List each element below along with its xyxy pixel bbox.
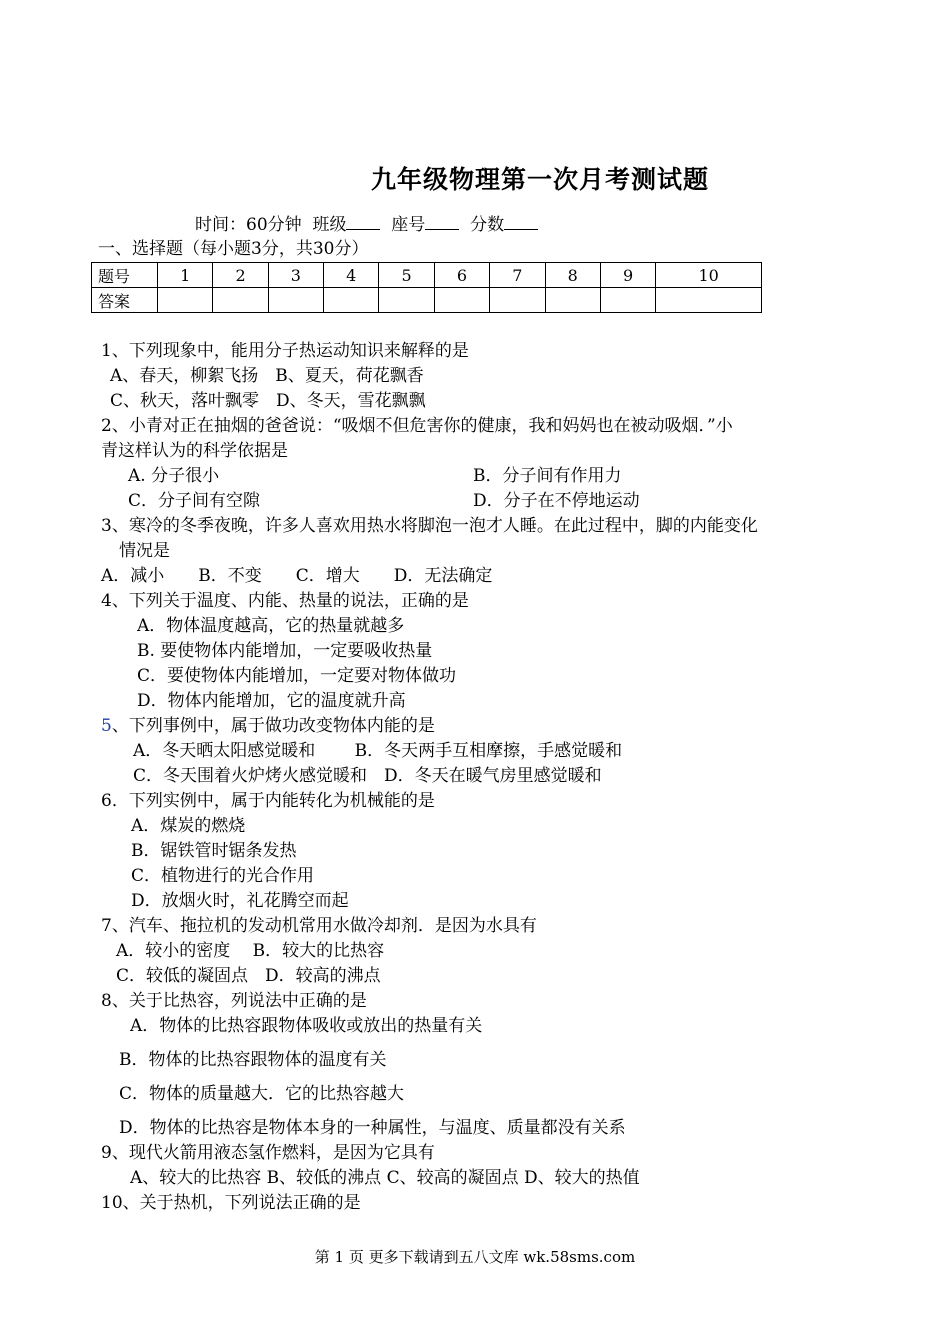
question-6-stem: 6．下列实例中，属于内能转化为机械能的是 [101, 791, 435, 811]
question-number-cell: 9 [600, 263, 655, 288]
question-6-option-b: B．锯铁管时锯条发热 [131, 841, 297, 861]
question-8-option-d: D．物体的比热容是物体本身的一种属性，与温度、质量都没有关系 [119, 1118, 626, 1138]
question-number-cell: 4 [324, 263, 379, 288]
answer-table [91, 262, 762, 313]
score-label: 分数 [470, 215, 505, 235]
answer-cell[interactable] [600, 288, 655, 313]
exam-info-line [195, 214, 538, 236]
seat-blank [425, 215, 459, 230]
answer-row [92, 288, 762, 313]
question-8-option-c: C．物体的质量越大．它的比热容越大 [119, 1084, 405, 1104]
question-2-option-b: B．分子间有作用力 [473, 466, 622, 486]
row-label-answer: 答案 [92, 288, 158, 313]
section-heading: 一、选择题（每小题3分，共30分） [98, 239, 369, 259]
question-3-stem-line1: 3、寒冷的冬季夜晚，许多人喜欢用热水将脚泡一泡才人睡。在此过程中，脚的内能变化 [101, 516, 758, 536]
answer-cell[interactable] [324, 288, 379, 313]
question-1-options-cd: C、秋天，落叶飘零 D、冬天，雪花飘飘 [110, 391, 426, 411]
answer-cell[interactable] [656, 288, 762, 313]
question-number-cell: 1 [158, 263, 213, 288]
question-2-stem-line1: 2、小青对正在抽烟的爸爸说：“吸烟不但危害你的健康，我和妈妈也在被动吸烟．”小 [101, 416, 733, 436]
question-4-stem: 4、下列关于温度、内能、热量的说法，正确的是 [101, 591, 469, 611]
question-5-number: 5 [101, 716, 112, 736]
answer-cell[interactable] [379, 288, 434, 313]
answer-cell[interactable] [545, 288, 600, 313]
question-5-text: 、下列事例中，属于做功改变物体内能的是 [111, 716, 435, 736]
question-8-stem: 8、关于比热容，列说法中正确的是 [101, 991, 367, 1011]
answer-cell[interactable] [158, 288, 213, 313]
question-4-option-a: A．物体温度越高，它的热量就越多 [137, 616, 405, 636]
question-7-stem: 7、汽车、拖拉机的发动机常用水做冷却剂．是因为水具有 [101, 916, 537, 936]
question-8-option-b: B．物体的比热容跟物体的温度有关 [119, 1050, 387, 1070]
question-2-option-a: A. 分子很小 [128, 466, 220, 486]
page-footer: 第 1 页 更多下载请到五八文库 wk.58sms.com [314, 1248, 636, 1266]
question-number-row [92, 263, 762, 288]
page-title: 九年级物理第一次月考测试题 [370, 165, 709, 194]
question-7-options-cd: C．较低的凝固点 D．较高的沸点 [116, 966, 381, 986]
question-5-options-cd: C．冬天围着火炉烤火感觉暖和 D．冬天在暖气房里感觉暖和 [133, 766, 602, 786]
question-number-cell: 5 [379, 263, 434, 288]
question-6-option-c: C．植物进行的光合作用 [131, 866, 315, 886]
question-3-stem-line2: 情况是 [119, 541, 170, 561]
question-8-option-a: A．物体的比热容跟物体吸收或放出的热量有关 [130, 1016, 483, 1036]
class-label: 班级 [312, 215, 347, 235]
question-5-options-ab: A．冬天晒太阳感觉暖和 B．冬天两手互相摩擦，手感觉暖和 [133, 741, 623, 761]
question-4-option-b: B. 要使物体内能增加，一定要吸收热量 [137, 641, 433, 661]
question-number-cell: 6 [434, 263, 489, 288]
seat-label: 座号 [391, 215, 426, 235]
question-9-options: A、较大的比热容 B、较低的沸点 C、较高的凝固点 D、较大的热值 [130, 1168, 640, 1188]
question-number-cell: 3 [268, 263, 323, 288]
score-blank [504, 215, 538, 230]
question-number-cell: 10 [656, 263, 762, 288]
question-7-options-ab: A．较小的密度 B．较大的比热容 [116, 941, 385, 961]
question-2-stem-line2: 青这样认为的科学依据是 [101, 441, 288, 461]
question-1-stem: 1、下列现象中，能用分子热运动知识来解释的是 [101, 341, 469, 361]
question-number-cell: 8 [545, 263, 600, 288]
question-9-stem: 9、现代火箭用液态氢作燃料，是因为它具有 [101, 1143, 435, 1163]
answer-cell[interactable] [213, 288, 268, 313]
question-6-option-a: A．煤炭的燃烧 [131, 816, 246, 836]
answer-cell[interactable] [268, 288, 323, 313]
question-4-option-c: C．要使物体内能增加，一定要对物体做功 [137, 666, 457, 686]
class-blank [346, 215, 380, 230]
question-4-option-d: D．物体内能增加，它的温度就升高 [137, 691, 406, 711]
question-3-options: A．减小 B．不变 C．增大 D．无法确定 [101, 566, 493, 586]
question-10-stem: 10、关于热机，下列说法正确的是 [101, 1193, 361, 1213]
time-label: 时间：60分钟 [195, 215, 302, 235]
question-1-options-ab: A、春天，柳絮飞扬 B、夏天，荷花飘香 [110, 366, 424, 386]
question-6-option-d: D．放烟火时，礼花腾空而起 [131, 891, 349, 911]
question-2-option-c: C．分子间有空隙 [128, 491, 261, 511]
row-label-number: 题号 [92, 263, 158, 288]
answer-cell[interactable] [490, 288, 545, 313]
answer-cell[interactable] [434, 288, 489, 313]
question-number-cell: 7 [490, 263, 545, 288]
question-2-option-d: D．分子在不停地运动 [473, 491, 640, 511]
question-number-cell: 2 [213, 263, 268, 288]
question-5-stem [101, 715, 435, 737]
